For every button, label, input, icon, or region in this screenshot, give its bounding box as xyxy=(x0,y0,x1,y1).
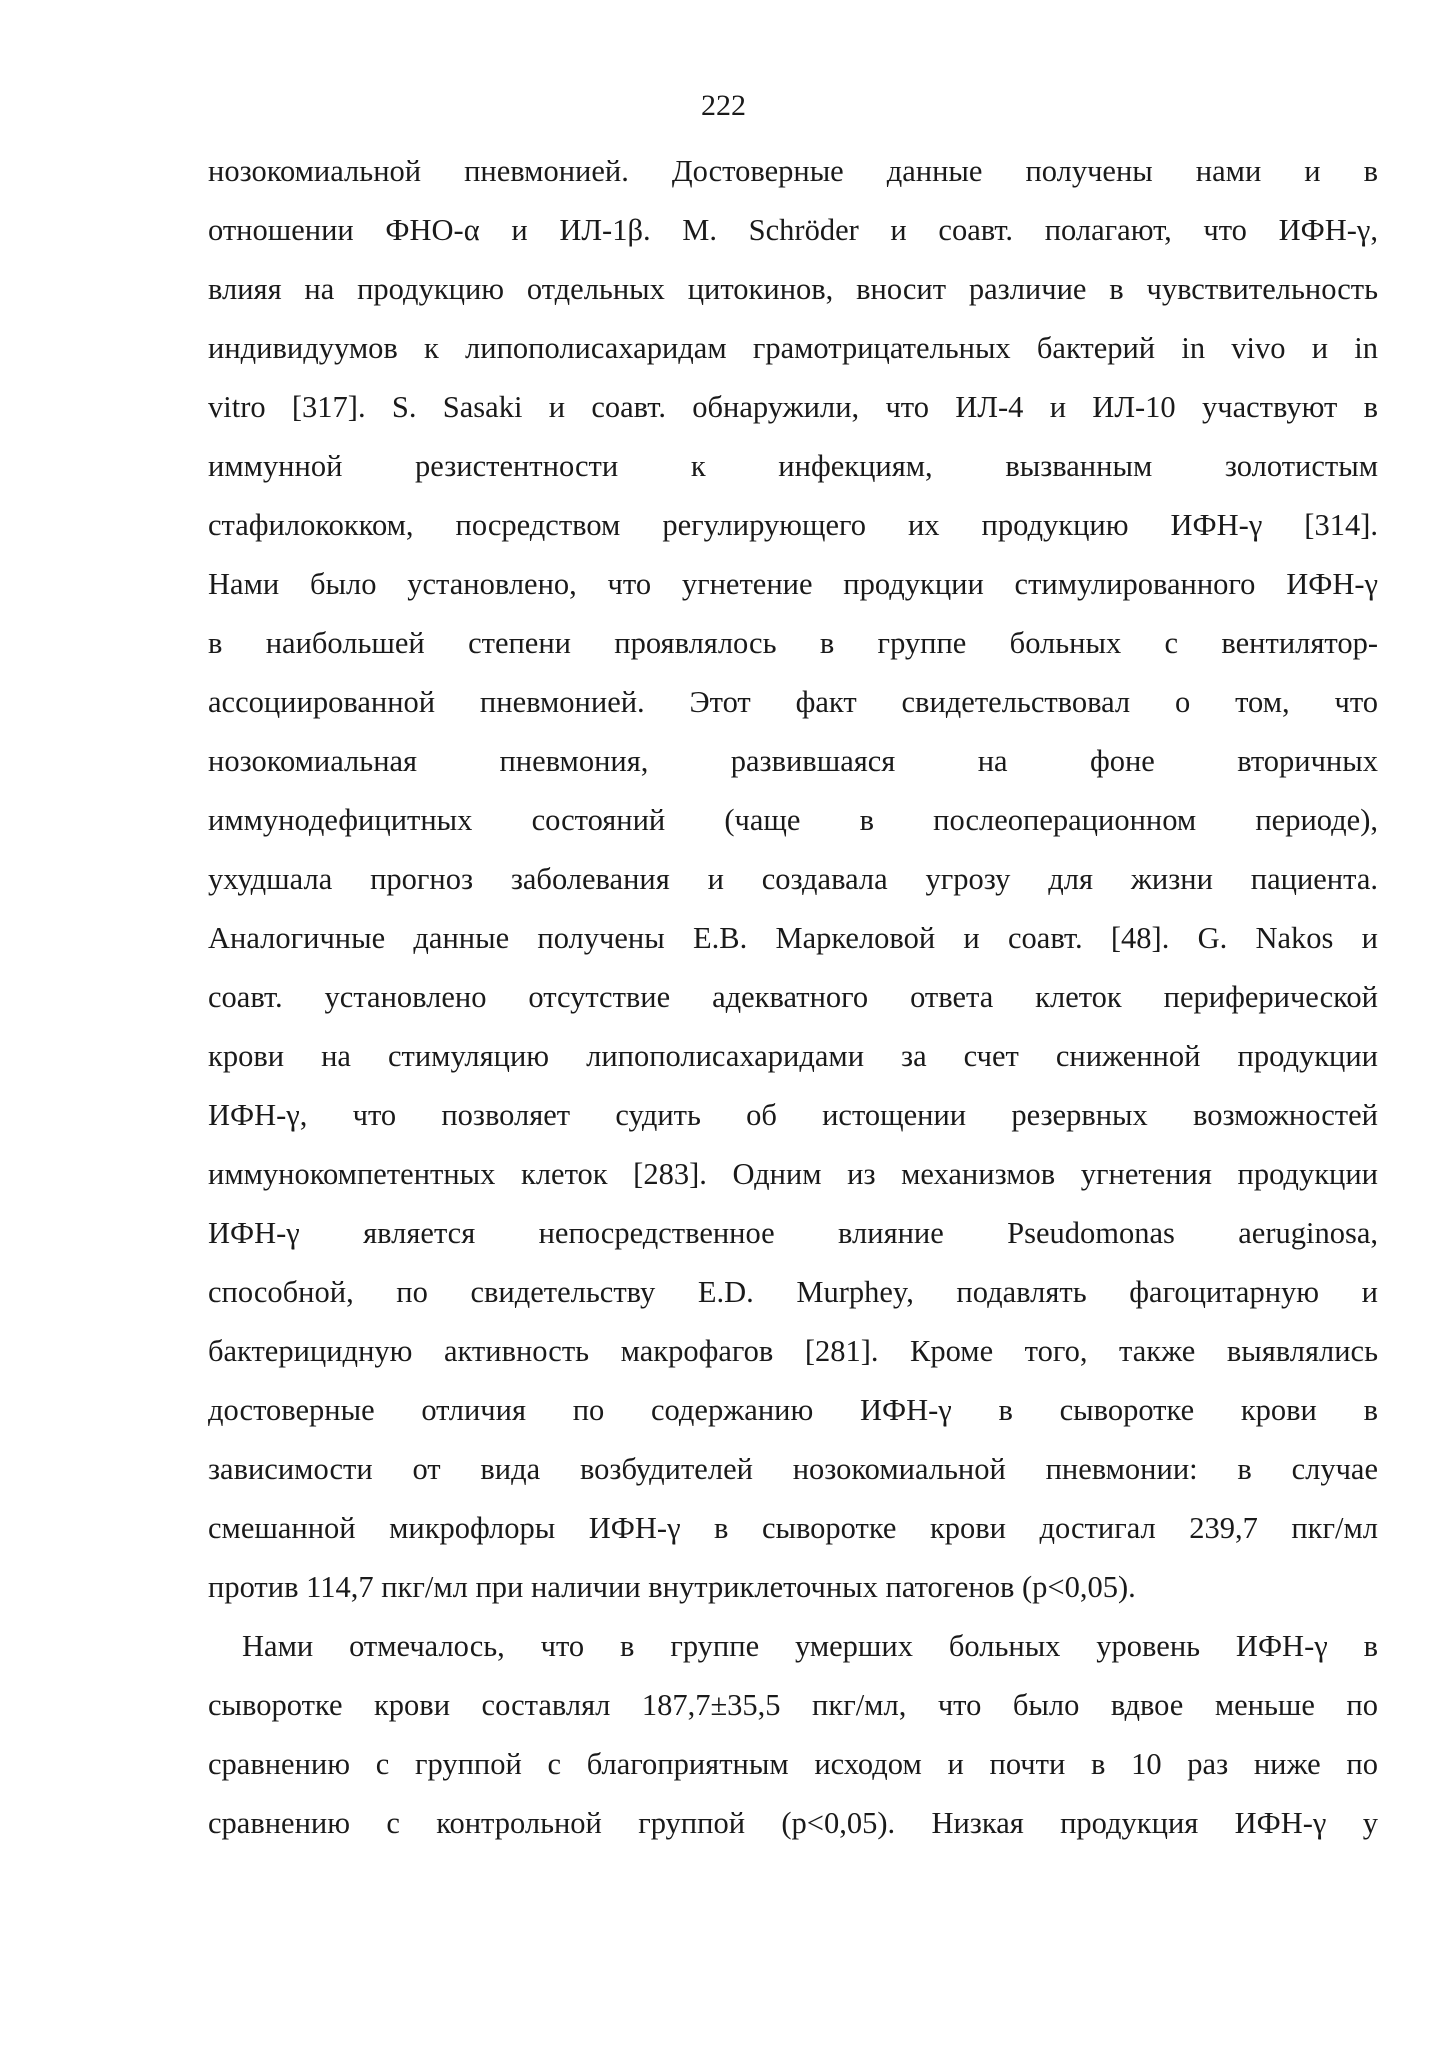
body-text xyxy=(208,142,1378,1853)
text-line: иммунной резистентности к инфекциям, вызванным золотистым xyxy=(208,449,1378,483)
paragraph-first-line: Нами отмечалось, что в группе умерших больных уровень ИФН-γ в xyxy=(242,1629,1378,1663)
text-line: сыворотке крови составлял 187,7±35,5 пкг/мл, что было вдвое меньше по xyxy=(208,1688,1378,1722)
text-line: ассоциированной пневмонией. Этот факт свидетельствовал о том, что xyxy=(208,685,1378,719)
page-number: 222 xyxy=(701,89,746,122)
text-line: нозокомиальная пневмония, развившаяся на фоне вторичных xyxy=(208,744,1378,778)
text-line: ИФН-γ является непосредственное влияние Pseudomonas aeruginosa, xyxy=(208,1216,1378,1250)
text-line: ИФН-γ, что позволяет судить об истощении резервных возможностей xyxy=(208,1098,1378,1132)
text-line: сравнению с группой с благоприятным исходом и почти в 10 раз ниже по xyxy=(208,1747,1378,1781)
text-line: крови на стимуляцию липополисахаридами за счет сниженной продукции xyxy=(208,1039,1378,1073)
text-line: отношении ФНО-α и ИЛ-1β. M. Schröder и соавт. полагают, что ИФН-γ, xyxy=(208,213,1378,247)
paragraph-end-line: против 114,7 пкг/мл при наличии внутриклеточных патогенов (p<0,05). xyxy=(208,1570,1136,1604)
text-line: иммунодефицитных состояний (чаще в послеоперационном периоде), xyxy=(208,803,1378,837)
text-line: ухудшала прогноз заболевания и создавала угрозу для жизни пациента. xyxy=(208,862,1378,896)
text-line: соавт. установлено отсутствие адекватного ответа клеток периферической xyxy=(208,980,1378,1014)
text-line: бактерицидную активность макрофагов [281]. Кроме того, также выявлялись xyxy=(208,1334,1378,1368)
text-line: способной, по свидетельству E.D. Murphey, подавлять фагоцитарную и xyxy=(208,1275,1378,1309)
text-line: индивидуумов к липополисахаридам грамотрицательных бактерий in vivo и in xyxy=(208,331,1378,365)
text-line: сравнению с контрольной группой (p<0,05). Низкая продукция ИФН-γ у xyxy=(208,1806,1378,1840)
text-line: в наибольшей степени проявлялось в группе больных с вентилятор- xyxy=(208,626,1378,660)
text-line: влияя на продукцию отдельных цитокинов, вносит различие в чувствительность xyxy=(208,272,1378,306)
text-line: нозокомиальной пневмонией. Достоверные данные получены нами и в xyxy=(208,154,1378,188)
text-line: достоверные отличия по содержанию ИФН-γ в сыворотке крови в xyxy=(208,1393,1378,1427)
text-line: иммунокомпетентных клеток [283]. Одним из механизмов угнетения продукции xyxy=(208,1157,1378,1191)
text-line: смешанной микрофлоры ИФН-γ в сыворотке крови достигал 239,7 пкг/мл xyxy=(208,1511,1378,1545)
text-line: Аналогичные данные получены Е.В. Маркеловой и соавт. [48]. G. Nakos и xyxy=(208,921,1378,955)
text-line: Нами было установлено, что угнетение продукции стимулированного ИФН-γ xyxy=(208,567,1378,601)
text-line: стафилококком, посредством регулирующего их продукцию ИФН-γ [314]. xyxy=(208,508,1378,542)
text-line: vitro [317]. S. Sasaki и соавт. обнаружили, что ИЛ-4 и ИЛ-10 участвуют в xyxy=(208,390,1378,424)
text-line: зависимости от вида возбудителей нозокомиальной пневмонии: в случае xyxy=(208,1452,1378,1486)
